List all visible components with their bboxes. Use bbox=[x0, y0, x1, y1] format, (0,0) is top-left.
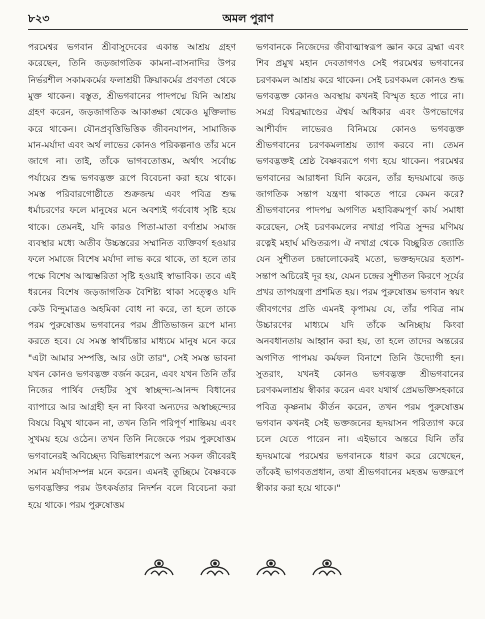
left-column bbox=[28, 40, 236, 550]
floral-ornament-icon bbox=[142, 557, 176, 579]
right-column bbox=[256, 40, 464, 550]
page-header bbox=[28, 10, 468, 28]
running-title: অমল পুরাণ bbox=[222, 12, 274, 25]
page-number: ৮২৩ bbox=[28, 12, 50, 25]
floral-ornament-icon bbox=[254, 557, 288, 579]
right-column-text: ভগবানকে নিজেদের জীবাত্মাস্বরূপ জ্ঞান করে ব্রহ্মা এবং শিব প্রমুখ মহান দেবতাগণও সেই পরমেশ্বর ভগবানের চরণকমল আশ্রয় করে থাকেন। সেই চরণকমল কোনও শুদ্ধ ভগবদ্ভক্ত কোনও অবস্থায় কখনই বিস্মৃত হতে পারে না। সমগ্র বিশ্বব্রহ্মাণ্ডের ঐশ্বর্য অধিকার এবং উপভোগের আশীর্বাদ লাভেরও বিনিময়ে কোনও ভগবদ্ভক্ত শ্রীভগবানের চরণকমলাশ্রয় ত্যাগ করবে না। তেমন ভগবদ্ভক্তই শ্রেষ্ঠ বৈষ্ণবরূপে গণ্য হয়ে থাকেন। পরমেশ্বর ভগবানের আরাধনা যিনি করেন, তাঁর হৃদয়মাঝে জড় জাগতিক সন্তাপ যন্ত্রণা থাকতে পারে কেমন করে? শ্রীভগবানের পাদপদ্ম অগণিত মহাবিক্রমপূর্ণ কার্য সমাধা করেছেন, সেই চরণকমলের নখাগ্র পবিত্র সুন্দর মণিময় রত্নেই মহার্ঘ মণ্ডিতরূপ। ঐ নখাগ্র থেকে বিচ্ছুরিত জ্যোতি যেন সুশীতল চন্দ্রালোকেরই মতো, ভক্তহৃদয়ের হতাশ-সন্তাপ অচিরেই দূর হয়, যেমন চন্দ্রের সুশীতল কিরণে সূর্যের প্রখর তাপযন্ত্রণা প্রশমিত হয়। পরম পুরুষোত্তম ভগবান স্বয়ং জীবগণের প্রতি এমনই কৃপাময় যে, তাঁর পবিত্র নাম উচ্চারণের মাধ্যমে যদি তাঁকে অনিচ্ছায় কিংবা অনবধানতায় আহ্বান করা হয়, তা হলে তাদের অন্তরের অগণিত পাপময় কর্মফল বিনাশে তিনি উদ্যোগী হন। সুতরাং, যখনই কোনও ভগবদ্ভক্ত শ্রীভগবানের চরণকমলাশ্রয় স্বীকার করেন এবং যথার্থ প্রেমভক্তিসহকারে পবিত্র কৃষ্ণনাম কীর্তন করেন, তখন পরম পুরুষোত্তম ভগবান কখনই সেই ভক্তজনের হৃদয়াসন পরিত্যাগ করে চলে যেতে পারেন না। এইভাবে অন্তরে যিনি তাঁর হৃদয়মাঝে পরমেশ্বর ভগবানকে ধারণ করে রেখেছেন, তাঁকেই ভাগবতপ্রধান, তথা শ্রীভগবানের মহত্তম ভক্তরূপে স্বীকার করা হয়ে থাকে।" bbox=[256, 43, 464, 495]
header-rule bbox=[28, 29, 468, 30]
floral-ornament-icon bbox=[310, 557, 344, 579]
ornament-row bbox=[0, 557, 485, 585]
floral-ornament-icon bbox=[198, 557, 232, 579]
left-column-text: পরমেশ্বর ভগবান শ্রীবাসুদেবের একান্ত আশ্রয় গ্রহণ করেছেন, তিনি জড়জাগতিক কামনা-বাসনাদির উপর নির্ভরশীল সকামকর্মের ফলাশ্রয়ী ক্রিয়াকর্মের প্রবণতা থেকে মুক্ত থাকেন। বস্তুত, শ্রীভগবানের পাদপদ্মে যিনি আশ্রয় গ্রহণ করেন, জড়জাগতিক আকাঙ্ক্ষা থেকেও মুক্তিলাভ করে থাকেন। যৌনপ্রবৃত্তিভিত্তিক জীবনযাপন, সামাজিক মান-মর্যাদা এবং অর্থ লাভের কোনও পরিকল্পনাও তাঁর মনে জাগে না। তাই, তাঁকে ভাগবতোত্তম, অর্থাৎ সর্বোচ্চ পর্যায়ের শুদ্ধ ভগবদ্ভক্ত রূপে বিবেচনা করা হয়ে থাকে। সমস্ত পরিবারগোষ্ঠীতে শুক্রজন্ম এবং পবিত্র শুদ্ধ ধর্মাচরণের ফলে মানুষের মনে অবশ্যই গর্ববোধ সৃষ্টি হয়ে থাকে। তেমনই, যদি কারও পিতা-মাতা বর্ণাশ্রম সমাজ ব্যবস্থার মধ্যে অতীব উচ্চস্তরের সম্মানিত ব্যক্তিবর্গ হওয়ার ফলে সমাজে বিশেষ মর্যাদা লাভ করে থাকে, তা হলে তার পক্ষে বিশেষ আত্মম্ভরিতা সৃষ্টি হওয়াই স্বাভাবিক। তবে এই ধরনের বিশেষ জড়জাগতিক বৈশিষ্ট্য থাকা সত্ত্বেও যদি কেউ বিন্দুমাত্রও অহমিকা বোধ না করে, তা হলে তাকে পরম পুরুষোত্তম ভগবানের পরম প্রীতিভাজন রূপে মান্য করতে হবে। যে সমস্ত স্বার্থচিন্তার মাধ্যমে মানুষ মনে করে "এটা আমার সম্পত্তি, আর ওটা তার", সেই সমস্ত ভাবনা যখন কোনও ভগবদ্ভক্ত বর্জন করেন, এবং যখন তিনি তাঁর নিজের পার্থিব দেহটির সুখ স্বাচ্ছন্দ্য-আনন্দ বিধানের ব্যাপারে আর আগ্রহী হন না কিংবা অন্যদের অস্বাচ্ছন্দ্যের বিষয়ে বিমুখ থাকেন না, তখন তিনি পরিপূর্ণ শান্তিময় এবং সুখময় হয়ে ওঠেন। তখন তিনি নিজেকে পরম পুরুষোত্তম ভগবানেরই অবিচ্ছেদ্য বিভিন্নাংশরূপে অন্য সকল জীবেরই সমান মর্যাদাসম্পন্ন মনে করেন। এমনই তুচ্ছিমে বৈষ্ণবকে ভগবদ্ভক্তির পরম উৎকর্ষতার নিদর্শন বলে বিবেচনা করা হয়ে থাকে। পরম পুরুষোত্তম bbox=[28, 43, 236, 511]
